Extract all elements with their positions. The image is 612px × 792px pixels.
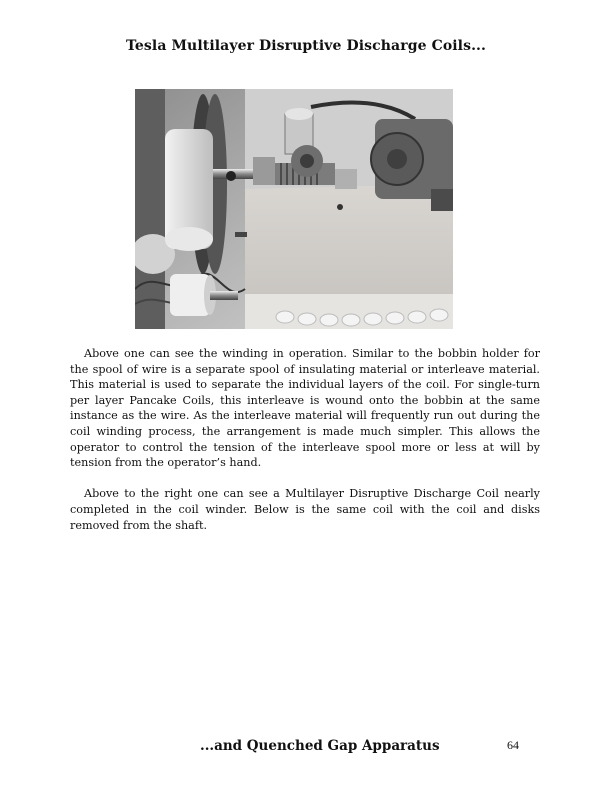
photo-coil-winder-icon bbox=[135, 89, 453, 329]
page-footer-title: ...and Quenched Gap Apparatus bbox=[200, 738, 440, 754]
body-paragraph: Above one can see the winding in operation. Similar to the bobbin holder for the spool of wire is a separate spool of insulating material or interleave material. This material is used to separate the individual layers of the coil. For single-turn per layer Pancake Coils, this interleave is wound onto the bobbin at the same instance as the wire. As the interleave material will frequently run out during the coil winding process, the arrangement is made much simpler. This allows the operator to control the tension of the interleave spool more or less at will by tension from the operator’s hand. bbox=[70, 347, 540, 470]
body-text bbox=[70, 346, 540, 549]
page-header-title: Tesla Multilayer Disruptive Discharge Coils... bbox=[126, 38, 486, 54]
page-number: 64 bbox=[507, 738, 519, 752]
coil-winder-photo bbox=[135, 89, 453, 329]
body-paragraph: Above to the right one can see a Multilayer Disruptive Discharge Coil nearly completed in the coil winder. Below is the same coil with the coil and disks removed from the shaft. bbox=[70, 487, 540, 532]
